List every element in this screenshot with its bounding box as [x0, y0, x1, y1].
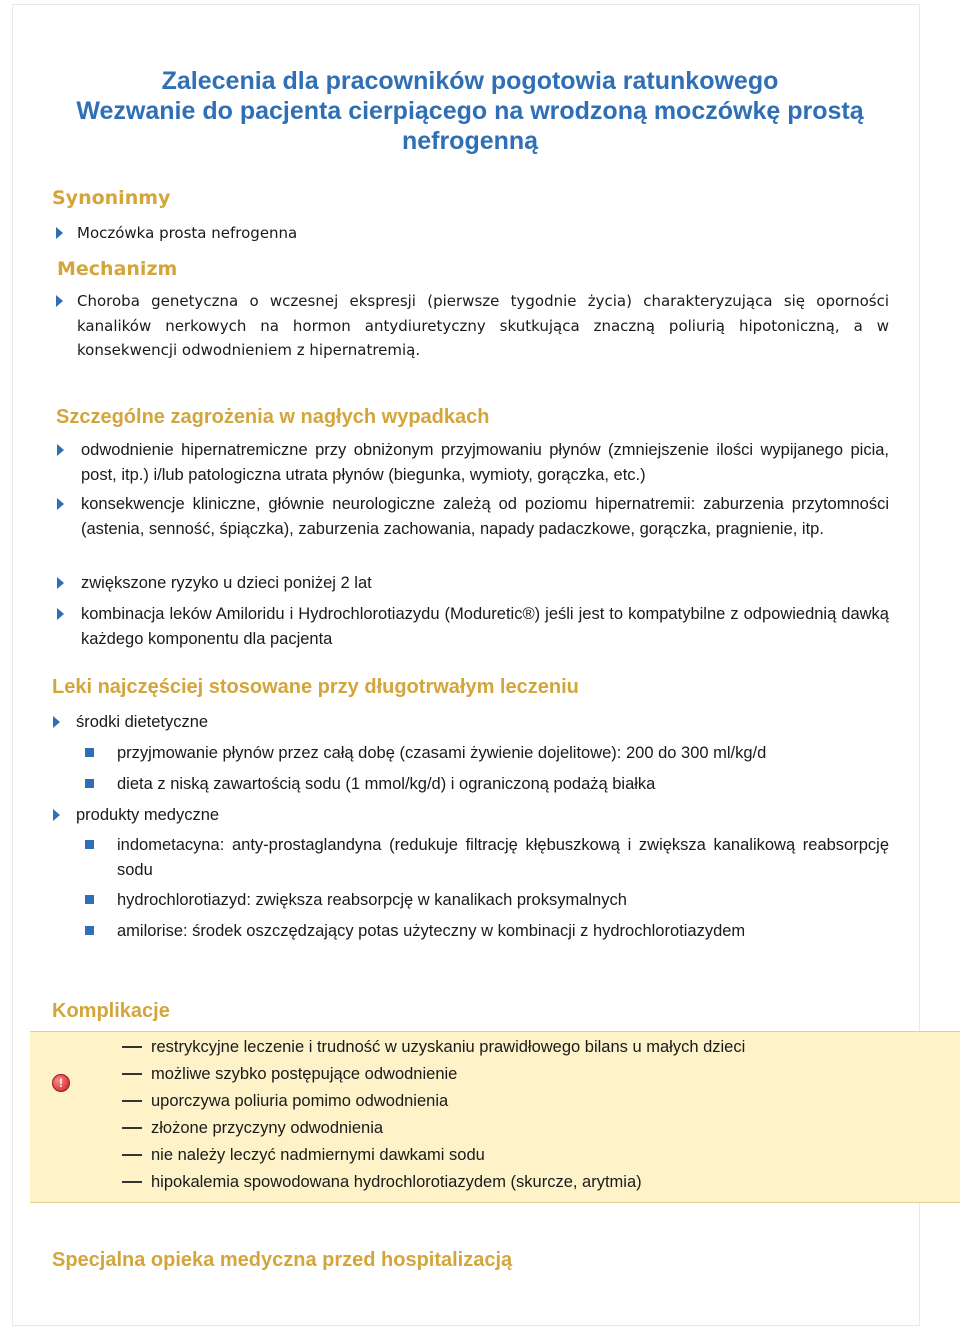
leki-group-label: środki dietetyczne — [76, 713, 209, 731]
opieka-heading: Specjalna opieka medyczna przed hospitalizacją — [52, 1249, 513, 1271]
dash-bullet-icon — [122, 1046, 142, 1048]
square-bullet-icon — [85, 779, 94, 788]
leki-item: przyjmowanie płynów przez całą dobę (czasami żywienie dojelitowe): 200 do 300 ml/kg/d — [117, 744, 767, 762]
leki-group-label: produkty medyczne — [76, 806, 220, 824]
warning-icon: ! — [52, 1074, 70, 1092]
mechanizm-text: Choroba genetyczna o wczesnej ekspresji (pierwsze tygodnie życia) charakteryzująca się oporności kanalików nerkowych na hormon antydiuretyczny skutkująca znaczną poliurią hipotoniczną, a w konsekwencji odwodnieniem z hipernatremią. — [77, 292, 889, 359]
komplikacje-item: uporczywa poliuria pomimo odwodnienia — [151, 1092, 449, 1110]
arrow-bullet-icon — [53, 716, 60, 728]
leki-item: hydrochlorotiazyd: zwiększa reabsorpcję w kanalikach proksymalnych — [117, 891, 627, 909]
arrow-bullet-icon — [57, 577, 64, 589]
square-bullet-icon — [85, 926, 94, 935]
square-bullet-icon — [85, 895, 94, 904]
komplikacje-item: złożone przyczyny odwodnienia — [151, 1119, 384, 1137]
title-line-2: Wezwanie do pacjenta cierpiącego na wrodzoną moczówkę prostą — [76, 97, 864, 125]
dash-bullet-icon — [122, 1100, 142, 1102]
dash-bullet-icon — [122, 1154, 142, 1156]
zagrozenie-item: odwodnienie hipernatremiczne przy obniżonym przyjmowaniu płynów (zmniejszenie ilości wypijanego picia, post, itp.) i/lub patologiczna utrata płynów (biegunka, wymioty, gorączka, etc.) — [81, 441, 889, 484]
mechanizm-heading: Mechanizm — [57, 258, 178, 280]
synonym-item: Moczówka prosta nefrogenna — [77, 224, 298, 242]
leki-item: indometacyna: anty-prostaglandyna (redukuje filtrację kłębuszkową i zwiększa kanalikową reabsorpcję sodu — [117, 836, 889, 879]
arrow-bullet-icon — [53, 809, 60, 821]
leki-item: amilorise: środek oszczędzający potas użyteczny w kombinacji z hydrochlorotiazydem — [117, 922, 746, 940]
zagrozenie-item: kombinacja leków Amiloridu i Hydrochlorotiazydu (Moduretic®) jeśli jest to kompatybilne z odpowiednią dawką każdego komponentu dla pacjenta — [81, 605, 889, 648]
komplikacje-item: możliwe szybko postępujące odwodnienie — [151, 1065, 458, 1083]
zagrozenie-item: zwiększone ryzyko u dzieci poniżej 2 lat — [81, 574, 372, 592]
arrow-bullet-icon — [57, 608, 64, 620]
title-line-3: nefrogenną — [401, 127, 539, 155]
arrow-bullet-icon — [56, 295, 63, 307]
arrow-bullet-icon — [57, 444, 64, 456]
dash-bullet-icon — [122, 1127, 142, 1129]
dash-bullet-icon — [122, 1073, 142, 1075]
square-bullet-icon — [85, 840, 94, 849]
page-title — [0, 66, 940, 156]
komplikacje-item: hipokalemia spowodowana hydrochlorotiazydem (skurcze, arytmia) — [151, 1173, 642, 1191]
arrow-bullet-icon — [56, 227, 63, 239]
dash-bullet-icon — [122, 1181, 142, 1183]
title-line-1: Zalecenia dla pracowników pogotowia ratunkowego — [161, 67, 779, 95]
zagrozenia-heading: Szczególne zagrożenia w nagłych wypadkach — [56, 406, 490, 428]
leki-heading: Leki najczęściej stosowane przy długotrwałym leczeniu — [52, 676, 579, 698]
komplikacje-item: restrykcyjne leczenie i trudność w uzyskaniu prawidłowego bilans u małych dzieci — [151, 1038, 746, 1056]
komplikacje-item: nie należy leczyć nadmiernymi dawkami sodu — [151, 1146, 485, 1164]
leki-item: dieta z niską zawartością sodu (1 mmol/kg/d) i ograniczoną podażą białka — [117, 775, 656, 793]
square-bullet-icon — [85, 748, 94, 757]
komplikacje-heading: Komplikacje — [52, 1000, 170, 1022]
zagrozenie-item: konsekwencje kliniczne, głównie neurologiczne zależą od poziomu hipernatremii: zaburzenia przytomności (astenia, senność, śpiączka), zaburzenia zachowania, napady padaczkowe, gorączka, pragnienie, itp. — [81, 495, 889, 538]
arrow-bullet-icon — [57, 498, 64, 510]
synonimy-heading: Synoninmy — [52, 187, 171, 209]
